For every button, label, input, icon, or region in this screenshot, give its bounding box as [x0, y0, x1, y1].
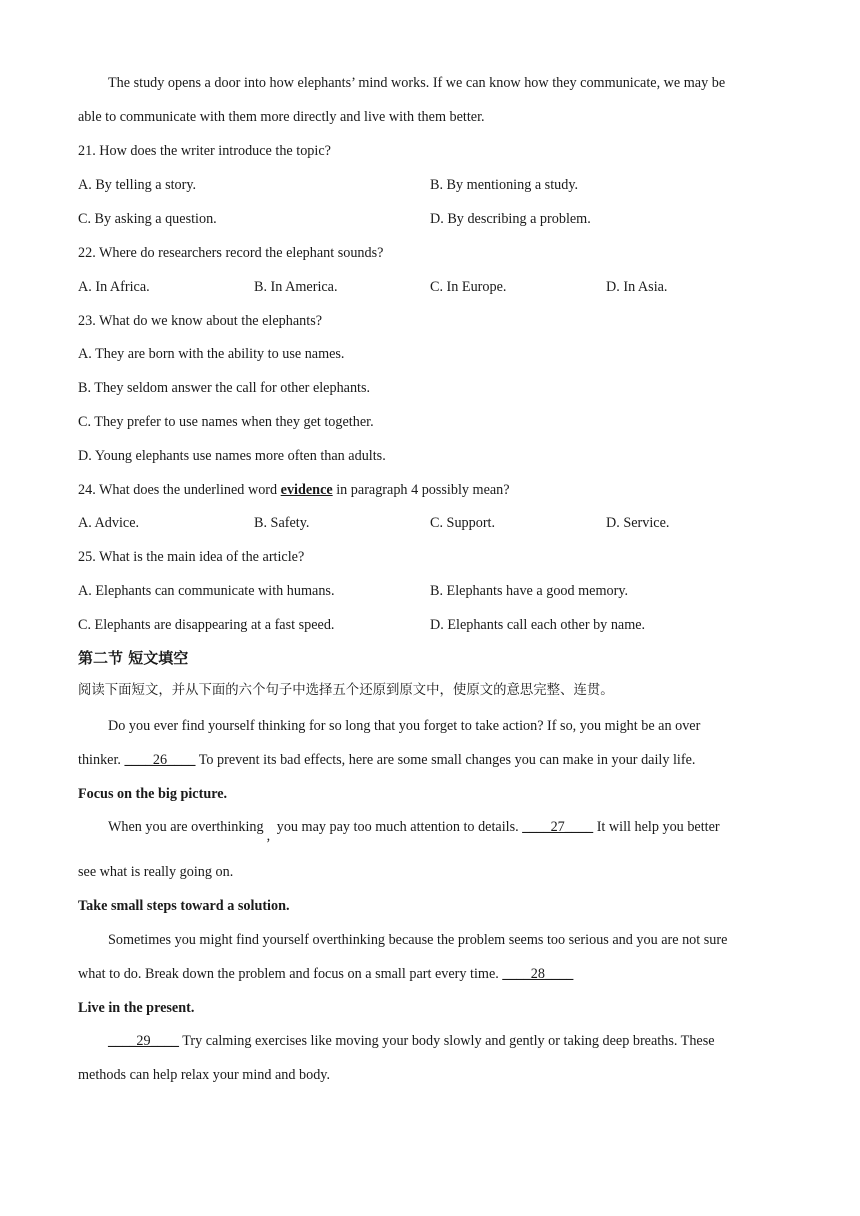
option-c: C. Support.	[430, 515, 496, 531]
question-stem	[78, 481, 510, 499]
option-d: D. By describing a problem.	[430, 211, 591, 227]
blank-26: ____26____	[124, 752, 196, 768]
stem-after: in paragraph 4 possibly mean?	[332, 482, 510, 498]
option-a: A. In Africa.	[78, 279, 150, 295]
option-a: A. By telling a story.	[78, 177, 197, 193]
underlined-word: evidence	[280, 482, 333, 498]
blank-29: ____29____	[108, 1033, 179, 1049]
option-b: B. They seldom answer the call for other elephants.	[78, 380, 371, 396]
text: you may pay too much attention to details.	[273, 819, 523, 835]
option-a: A. Advice.	[78, 515, 140, 531]
blank-27: ____27____	[522, 819, 594, 835]
question-stem: 25. What is the main idea of the article?	[78, 549, 305, 565]
text: what to do. Break down the problem and focus on a small part every time.	[78, 966, 503, 982]
paragraph-2-line-2: see what is really going on.	[78, 864, 234, 880]
text: thinker.	[78, 752, 125, 768]
intro-line-1: The study opens a door into how elephants’ mind works. If we can know how they communicate, we may be	[108, 75, 726, 91]
question-stem: 23. What do we know about the elephants?	[78, 313, 323, 329]
option-b: B. In America.	[254, 279, 338, 295]
stem-before: 24. What does the underlined word	[78, 482, 281, 498]
subheading-focus: Focus on the big picture.	[78, 786, 228, 802]
option-a: A. They are born with the ability to use names.	[78, 346, 345, 362]
question-stem: 22. Where do researchers record the elephant sounds?	[78, 245, 384, 261]
paragraph-4-line-2: methods can help relax your mind and body.	[78, 1067, 331, 1083]
option-b: B. By mentioning a study.	[430, 177, 579, 193]
option-a: A. Elephants can communicate with humans.	[78, 583, 335, 599]
subheading-steps: Take small steps toward a solution.	[78, 898, 290, 914]
paragraph-1-line-1: Do you ever find yourself thinking for so long that you forget to take action? If so, you might be an over	[108, 718, 701, 734]
option-d: D. Young elephants use names more often than adults.	[78, 448, 386, 464]
paragraph-4-line-1	[108, 1032, 715, 1050]
option-c: C. Elephants are disappearing at a fast speed.	[78, 617, 335, 633]
question-stem: 21. How does the writer introduce the topic?	[78, 143, 331, 159]
paragraph-3-line-2	[78, 965, 573, 983]
option-d: D. In Asia.	[606, 279, 668, 295]
text: When you are overthinking	[108, 819, 264, 835]
option-c: C. By asking a question.	[78, 211, 217, 227]
option-b: B. Elephants have a good memory.	[430, 583, 629, 599]
section-heading: 第二节 短文填空	[78, 649, 189, 667]
option-c: C. They prefer to use names when they get together.	[78, 414, 374, 430]
text: It will help you better	[593, 819, 720, 835]
section-instruction: 阅读下面短文，并从下面的六个句子中选择五个还原到原文中，使原文的意思完整、连贯。	[78, 683, 614, 698]
option-d: D. Service.	[606, 515, 670, 531]
comma: ,	[266, 828, 271, 844]
intro-line-2: able to communicate with them more directly and live with them better.	[78, 109, 485, 125]
option-d: D. Elephants call each other by name.	[430, 617, 646, 633]
paragraph-2-line-1	[108, 818, 720, 844]
paragraph-3-line-1: Sometimes you might find yourself overthinking because the problem seems too serious and you are not sure	[108, 932, 728, 948]
option-c: C. In Europe.	[430, 279, 507, 295]
blank-28: ____28____	[502, 966, 574, 982]
subheading-present: Live in the present.	[78, 1000, 195, 1016]
paragraph-1-line-2	[78, 751, 695, 769]
text: To prevent its bad effects, here are some small changes you can make in your daily life.	[195, 752, 696, 768]
option-b: B. Safety.	[254, 515, 310, 531]
text: Try calming exercises like moving your body slowly and gently or taking deep breaths. These	[178, 1033, 715, 1049]
